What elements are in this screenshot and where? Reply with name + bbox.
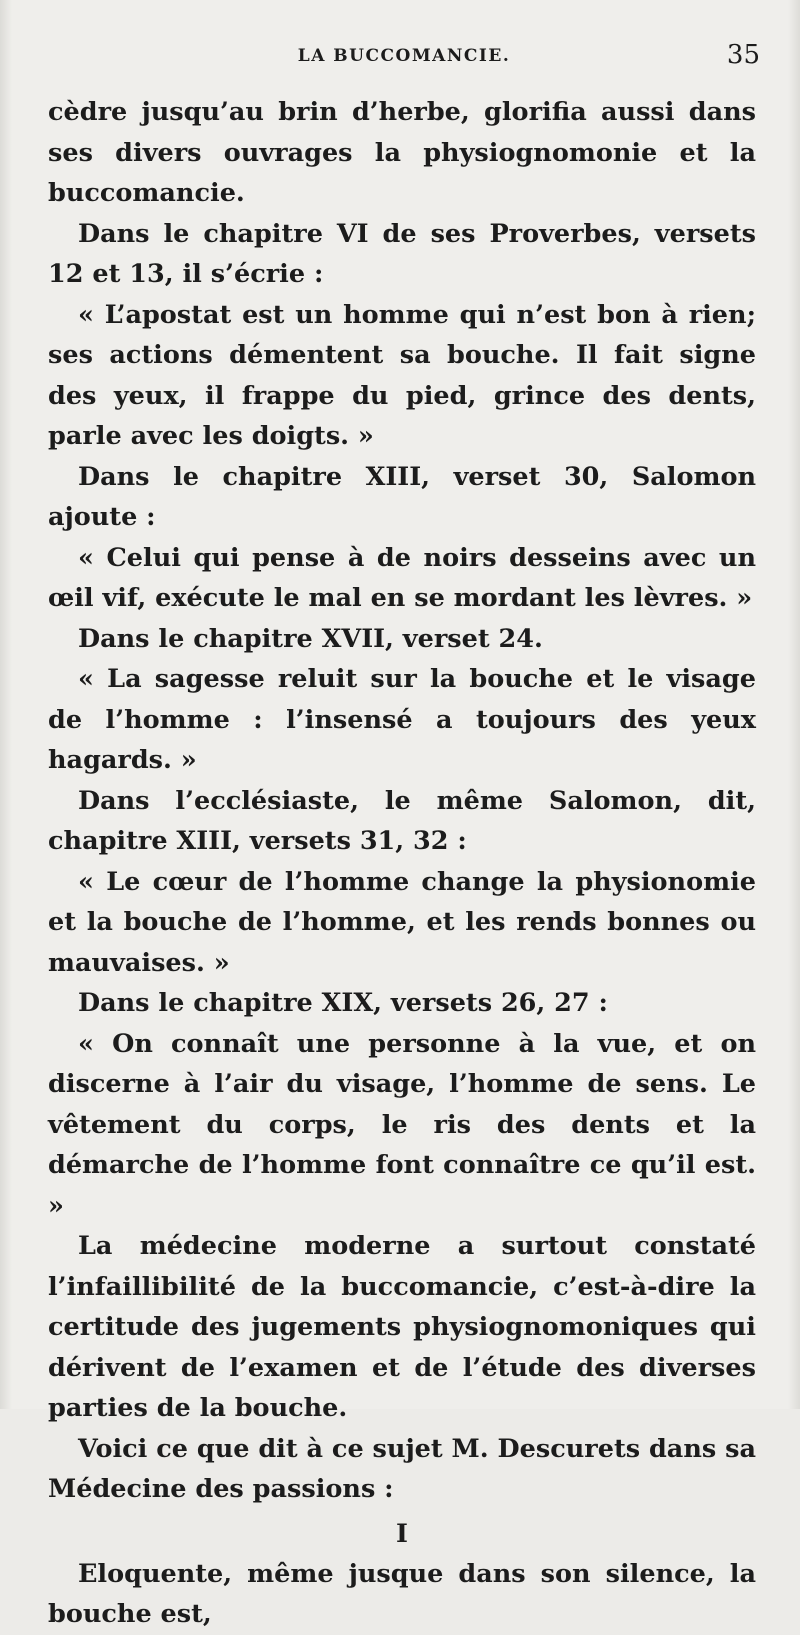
paragraph: Voici ce que dit à ce sujet M. Descurets dans sa Médecine des passions : [48,1433,756,1504]
paragraph-continuation: cèdre jusqu’au brin d’herbe, glorifia aussi dans ses divers ouvrages la physiognomonie et la buccomancie. [48,97,756,208]
quotation: « Le cœur de l’homme change la physionomie et la bouche de l’homme, et les rends bonnes ou mauvaises. » [48,866,756,978]
paragraph: Dans le chapitre VI de ses Proverbes, versets 12 et 13, il s’écrie : [48,218,756,289]
page-header [48,40,760,80]
page-number: 35 [726,40,760,70]
quotation: « On connaît une personne à la vue, et on discerne à l’air du visage, l’homme de sens. Le vêtement du corps, le ris des dents et la démarche de l’homme font connaître ce qu’il est. » [48,1028,756,1221]
quotation: « La sagesse reluit sur la bouche et le visage de l’homme : l’insensé a toujours des yeux hagards. » [48,664,756,775]
paragraph: Dans le chapitre XVII, verset 24. [78,623,543,654]
section-number: I [396,1518,408,1549]
body-text [48,92,756,1635]
paragraph: Dans le chapitre XIII, verset 30, Salomon ajoute : [48,461,756,532]
running-head: LA BUCCOMANCIE. [297,46,511,66]
quotation: « L’apostat est un homme qui n’est bon à rien; ses actions démentent sa bouche. Il fait signe des yeux, il frappe du pied, grince des dents, parle avec les doigts. » [48,299,756,451]
paragraph: Dans le chapitre XIX, versets 26, 27 : [78,988,608,1018]
paragraph: La médecine moderne a surtout constaté l’infaillibilité de la buccomancie, c’est-à-dire la certitude des jugements physiognomoniques qui dérivent de l’examen et de l’étude des diverses parties de la bouche. [48,1231,756,1423]
paragraph: Eloquente, même jusque dans son silence, la bouche est, [48,1558,756,1629]
paragraph: Dans l’ecclésiaste, le même Salomon, dit, chapitre XIII, versets 31, 32 : [48,785,756,856]
quotation: « Celui qui pense à de noirs desseins avec un œil vif, exécute le mal en se mordant les lèvres. » [48,542,756,613]
